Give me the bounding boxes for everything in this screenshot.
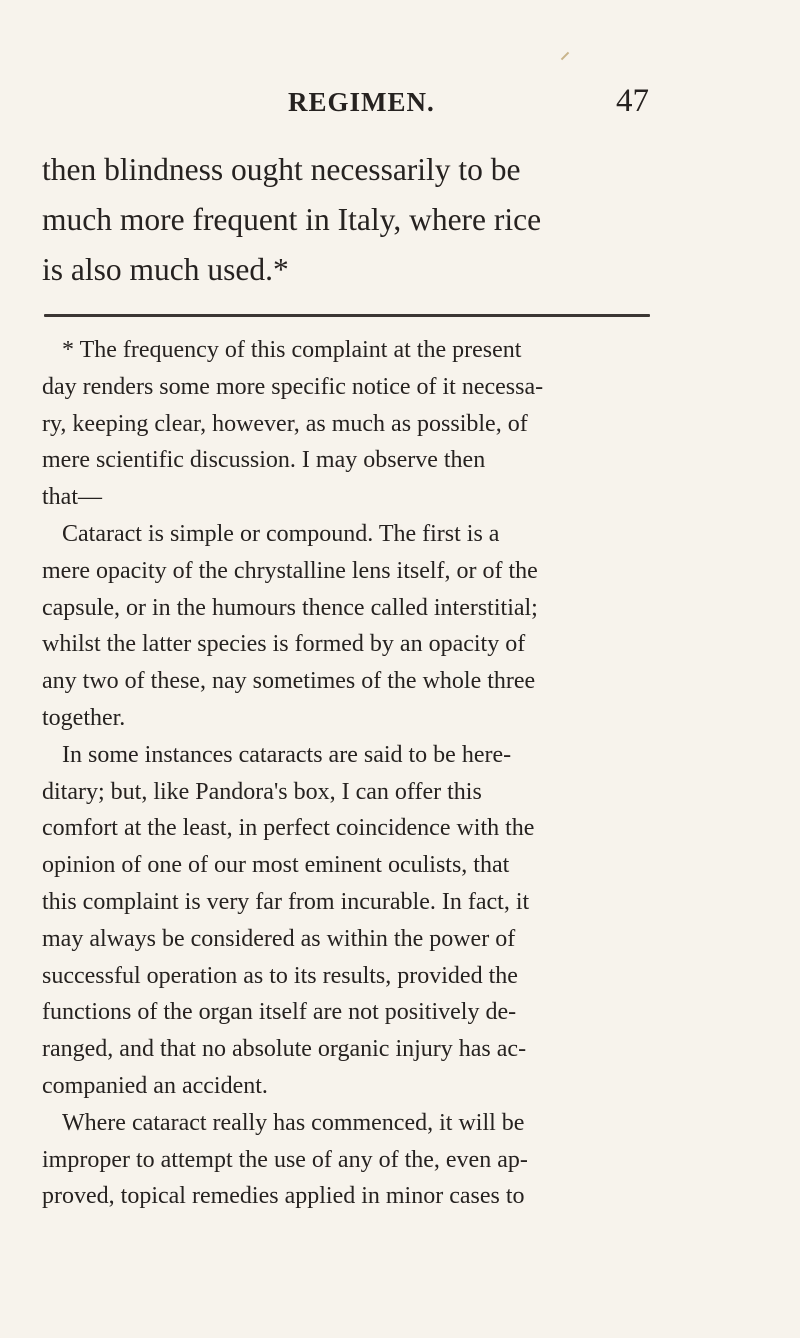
footnote-line: companied an accident. bbox=[42, 1072, 268, 1099]
running-head bbox=[0, 85, 800, 125]
footnote-line: comfort at the least, in perfect coincidence with the bbox=[42, 815, 535, 842]
footnote-line: mere opacity of the chrystalline lens itself, or of the bbox=[42, 557, 538, 584]
main-text-block bbox=[42, 145, 770, 295]
footnote-line: Where cataract really has commenced, it will be bbox=[62, 1109, 525, 1136]
footnote-line: ry, keeping clear, however, as much as possible, of bbox=[42, 410, 528, 437]
footnote-line: whilst the latter species is formed by an opacity of bbox=[42, 631, 526, 658]
footnote-rule bbox=[44, 314, 650, 317]
footnote-block bbox=[42, 332, 772, 1215]
footnote-line: mere scientific discussion. I may observe then bbox=[42, 447, 486, 474]
main-text-line: is also much used.* bbox=[42, 252, 289, 287]
footnote-line: together. bbox=[42, 704, 126, 731]
footnote-line: ranged, and that no absolute organic injury has ac- bbox=[42, 1036, 527, 1063]
ink-mark bbox=[561, 52, 569, 60]
footnote-line: In some instances cataracts are said to be here- bbox=[62, 741, 512, 768]
main-text-line: much more frequent in Italy, where rice bbox=[42, 202, 542, 237]
page-number: 47 bbox=[616, 83, 649, 119]
footnote-line: * The frequency of this complaint at the present bbox=[62, 337, 522, 363]
footnote-line: ditary; but, like Pandora's box, I can offer this bbox=[42, 778, 482, 805]
footnote-line: opinion of one of our most eminent oculists, that bbox=[42, 852, 510, 879]
footnote-line: any two of these, nay sometimes of the whole three bbox=[42, 668, 536, 695]
footnote-line: functions of the organ itself are not positively de- bbox=[42, 999, 517, 1026]
footnote-line: successful operation as to its results, provided the bbox=[42, 962, 518, 989]
footnote-line: Cataract is simple or compound. The first is a bbox=[62, 520, 500, 547]
running-title: REGIMEN. bbox=[288, 87, 435, 117]
footnote-line: day renders some more specific notice of it necessa- bbox=[42, 373, 544, 400]
footnote-line: may always be considered as within the power of bbox=[42, 925, 516, 952]
main-text-line: then blindness ought necessarily to be bbox=[42, 152, 521, 187]
footnote-line: capsule, or in the humours thence called interstitial; bbox=[42, 594, 538, 621]
footnote-line: that— bbox=[42, 484, 102, 511]
footnote-line: proved, topical remedies applied in minor cases to bbox=[42, 1183, 525, 1210]
footnote-line: improper to attempt the use of any of the, even ap- bbox=[42, 1146, 528, 1173]
footnote-line: this complaint is very far from incurable. In fact, it bbox=[42, 888, 530, 915]
